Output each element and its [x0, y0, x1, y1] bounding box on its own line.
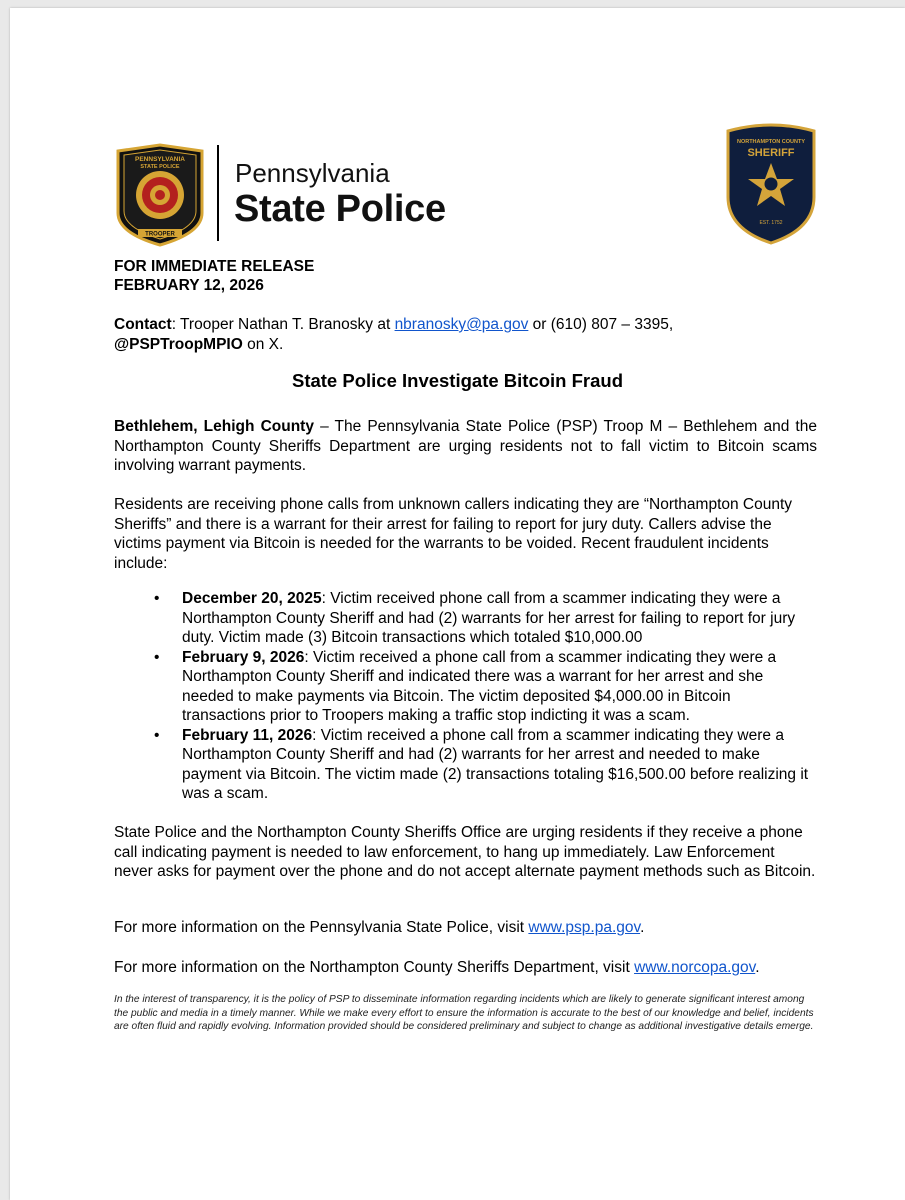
contact-text1: : Trooper Nathan T. Branosky at [171, 316, 395, 333]
disclaimer: In the interest of transparency, it is the policy of PSP to disseminate information regarding incidents which are likely to generate significant interest among the public and media in a timely manner. While we make every effort to ensure the information is accurate to the best of our knowledge and belief, incidents are often fluid and rapidly evolving. Information provided should be considered preliminary and subject to change as additional investigative details emerge. [114, 994, 814, 1032]
incident-item [114, 726, 817, 804]
paragraph-1 [114, 417, 817, 476]
psp-badge-top-text: PENNSYLVANIA [135, 156, 185, 163]
contact-email-link[interactable]: nbranosky@pa.gov [394, 316, 529, 333]
more-info-sheriff [114, 958, 817, 978]
incident-text: : Victim received a phone call from a scammer indicating they were a Northampton County Sheriff and had (2) warrants for her arrest and needed to make payment via Bitcoin. The victim made (2) transactions totaling $16,500.00 before realizing it was a scam. [182, 726, 809, 802]
incident-item [114, 589, 817, 648]
sheriff-badge-title: SHERIFF [747, 147, 795, 159]
bullet-icon: • [154, 590, 160, 607]
psp-wordmark-line1: Pennsylvania [235, 158, 390, 188]
incident-date: December 20, 2025 [182, 590, 322, 607]
more-info-psp-end: . [640, 919, 645, 936]
bullet-icon: • [154, 726, 160, 744]
contact-label: Contact [114, 316, 172, 333]
sheriff-badge-top-text: NORTHAMPTON COUNTY [736, 139, 806, 145]
document-page [10, 8, 905, 1200]
incident-text: : Victim received phone call from a scammer indicating they were a Northampton County Sheriff and had (2) warrants for her arrest for failing to report for jury duty. Victim made (3) Bitcoin transactions which totaled $10,000.00 [182, 590, 796, 646]
contact-handle: @PSPTroopMPIO [114, 336, 243, 353]
more-info-sheriff-end: . [755, 959, 760, 976]
sheriff-website-link[interactable]: www.norcopa.gov [634, 959, 756, 976]
headline: State Police Investigate Bitcoin Fraud [291, 370, 624, 391]
release-date: FEBRUARY 12, 2026 [114, 277, 264, 294]
incident-text: : Victim received a phone call from a scammer indicating they were a Northampton County Sheriff and indicated there was a warrant for her arrest and she needed to make payments via Bitcoin. The victim deposited $4,000.00 in Bitcoin transactions prior to Troopers making a traffic stop indicting it was a scam. [182, 648, 777, 724]
more-info-psp [114, 918, 817, 938]
paragraph-2: Residents are receiving phone calls from unknown callers indicating they are “Northampton County Sheriffs” and there is a warrant for their arrest for failing to report for jury duty. Callers advise the victims payment via Bitcoin is needed for the warrants to be voided. Recent fraudulent incidents include: [114, 496, 793, 572]
contact-block [114, 315, 814, 355]
release-line1: FOR IMMEDIATE RELEASE [114, 258, 315, 275]
psp-badge-bottom-text: TROOPER [145, 231, 175, 238]
sheriff-badge-logo [722, 121, 820, 247]
incident-item [114, 648, 817, 726]
more-info-sheriff-text: For more information on the Northampton County Sheriffs Department, visit [114, 959, 635, 976]
bullet-icon: • [154, 648, 160, 666]
release-header [114, 257, 314, 295]
logo-divider [217, 145, 219, 241]
incident-date: February 11, 2026 [182, 726, 313, 744]
more-info-psp-text: For more information on the Pennsylvania State Police, visit [114, 919, 529, 936]
paragraph-1-text: – The Pennsylvania State Police (PSP) Troop M – Bethlehem and the Northampton County Sheriffs Department are urging residents not to fall victim to Bitcoin scams involving warrant payments. [114, 418, 817, 474]
psp-website-link[interactable]: www.psp.pa.gov [528, 919, 641, 936]
contact-text2: or (610) 807 – 3395, [528, 316, 674, 333]
sheriff-badge-est: EST. 1752 [759, 220, 783, 226]
paragraph-1-lead: Bethlehem, Lehigh County [114, 418, 314, 435]
paragraph-3: State Police and the Northampton County Sheriffs Office are urging residents if they receive a phone call indicating payment is needed to law enforcement, to hang up immediately. Law Enforcement never asks for payment over the phone and do not accept alternate payment methods such as Bitcoin. [114, 824, 816, 880]
psp-badge-logo [114, 143, 206, 247]
contact-text3: on X. [242, 336, 284, 353]
incident-list [114, 589, 817, 804]
psp-badge-sub-text: STATE POLICE [140, 164, 180, 170]
incident-date: February 9, 2026 [182, 648, 305, 666]
psp-wordmark-line2: State Police [234, 188, 446, 230]
